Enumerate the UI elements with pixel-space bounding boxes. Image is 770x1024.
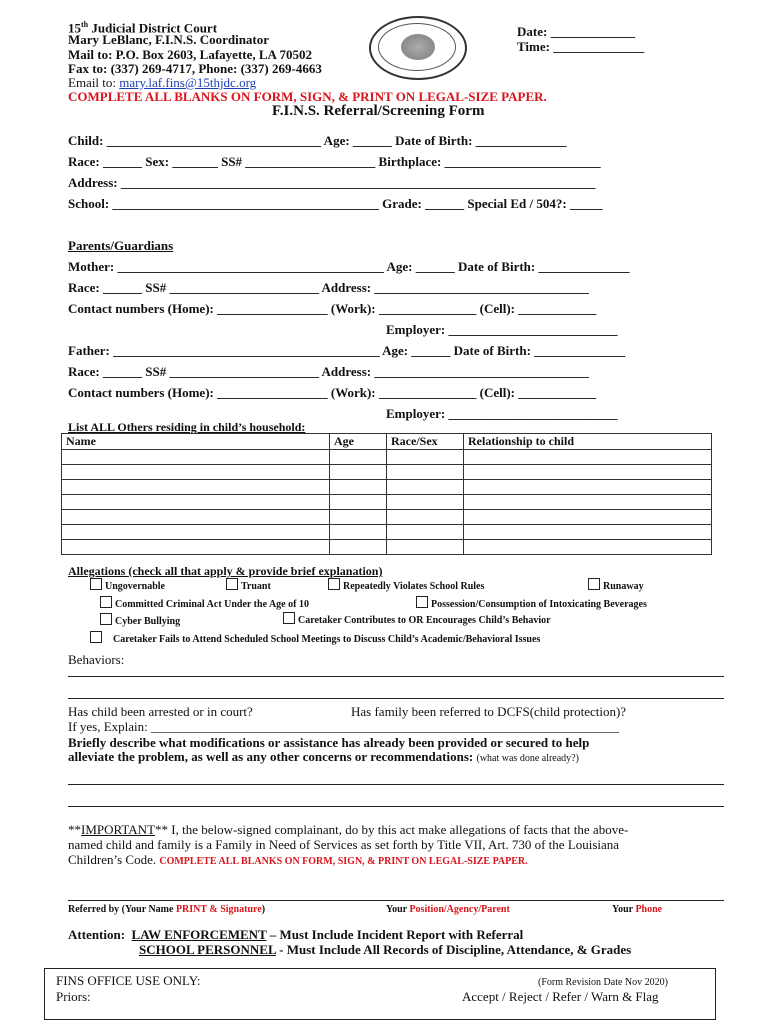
child-row-3[interactable]: Address: _________________________________________________________________________ [68, 175, 596, 190]
table-row[interactable] [62, 540, 712, 555]
check-caretaker-fails[interactable]: Caretaker Fails to Attend Scheduled School Meetings to Discuss Child’s Academic/Behavioral Issues [90, 631, 540, 645]
check-runaway[interactable]: Runaway [588, 578, 644, 592]
checkbox-icon[interactable] [100, 613, 112, 625]
signature-line[interactable] [68, 900, 724, 901]
checkbox-icon[interactable] [100, 596, 112, 608]
phone-label: Your Phone [612, 904, 663, 915]
describe-line-2: alleviate the problem, as well as any other concerns or recommendations: (what was done already?) [68, 749, 579, 764]
check-caretaker-contributes[interactable]: Caretaker Contributes to OR Encourages Child’s Behavior [283, 612, 551, 626]
father-employer[interactable]: Employer: __________________________ [386, 406, 618, 421]
checkbox-icon[interactable] [90, 578, 102, 590]
describe-line-1: Briefly describe what modifications or assistance has already been provided or secured to help [68, 735, 590, 750]
office-use-title: FINS OFFICE USE ONLY: [56, 973, 201, 988]
dcfs-question: Has family been referred to DCFS(child protection)? [351, 704, 627, 719]
important-line-3: Children’s Code. COMPLETE ALL BLANKS ON FORM, SIGN, & PRINT ON LEGAL-SIZE PAPER. [68, 852, 528, 867]
date-field[interactable]: Date: _____________ [517, 24, 636, 39]
household-table [61, 433, 712, 555]
table-row[interactable] [62, 480, 712, 495]
fax-phone: Fax to: (337) 269-4717, Phone: (337) 269-4663 [68, 61, 322, 76]
checkbox-icon[interactable] [588, 578, 600, 590]
checkbox-icon[interactable] [416, 596, 428, 608]
office-actions[interactable]: Accept / Reject / Refer / Warn & Flag [462, 989, 659, 1004]
mail-address: Mail to: P.O. Box 2603, Lafayette, LA 70502 [68, 47, 312, 62]
mother-row-2[interactable]: Race: ______ SS# _______________________ Address: _________________________________ [68, 280, 589, 295]
court-seal-icon [369, 16, 467, 80]
col-age: Age [330, 434, 387, 450]
household-heading: List ALL Others residing in child’s household: [68, 420, 306, 434]
email-link[interactable]: mary.laf.fins@15thjdc.org [119, 75, 257, 90]
describe-line[interactable] [68, 784, 724, 785]
behaviors-line[interactable] [68, 698, 724, 699]
child-row-1[interactable]: Child: _________________________________ Age: ______ Date of Birth: ______________ [68, 133, 567, 148]
check-ungovernable[interactable]: Ungovernable [90, 578, 165, 592]
important-line-1: **IMPORTANT** I, the below-signed complainant, do by this act make allegations of facts that the above- [68, 822, 629, 837]
notice-top: COMPLETE ALL BLANKS ON FORM, SIGN, & PRINT ON LEGAL-SIZE PAPER. [68, 89, 547, 104]
checkbox-icon[interactable] [226, 578, 238, 590]
time-field[interactable]: Time: ______________ [517, 39, 645, 54]
col-race-sex: Race/Sex [387, 434, 464, 450]
check-intoxicating[interactable]: Possession/Consumption of Intoxicating Beverages [416, 596, 647, 610]
mother-row-1[interactable]: Mother: _________________________________________ Age: ______ Date of Birth: ______________ [68, 259, 630, 274]
describe-line[interactable] [68, 806, 724, 807]
check-school-rules[interactable]: Repeatedly Violates School Rules [328, 578, 484, 592]
table-row[interactable] [62, 465, 712, 480]
court-name: 15th Judicial District Court [68, 20, 218, 36]
father-row-3[interactable]: Contact numbers (Home): _________________ (Work): _______________ (Cell): ____________ [68, 385, 597, 400]
table-row[interactable] [62, 525, 712, 540]
table-row[interactable] [62, 510, 712, 525]
referred-by-label: Referred by (Your Name PRINT & Signature) [68, 904, 266, 915]
child-row-2[interactable]: Race: ______ Sex: _______ SS# ____________________ Birthplace: ________________________ [68, 154, 601, 169]
table-header-row [62, 434, 712, 450]
allegations-heading: Allegations (check all that apply & provide brief explanation) [68, 564, 383, 578]
coordinator: Mary LeBlanc, F.I.N.S. Coordinator [68, 32, 270, 47]
child-row-4[interactable]: School: _________________________________________ Grade: ______ Special Ed / 504?: _____ [68, 196, 603, 211]
attention-school-personnel: SCHOOL PERSONNEL - Must Include All Records of Discipline, Attendance, & Grades [139, 942, 632, 957]
form-revision: (Form Revision Date Nov 2020) [538, 977, 668, 988]
check-cyber-bullying[interactable]: Cyber Bullying [100, 613, 180, 627]
mother-row-3[interactable]: Contact numbers (Home): _________________ (Work): _______________ (Cell): ____________ [68, 301, 597, 316]
attention-law-enforcement: Attention: LAW ENFORCEMENT – Must Include Incident Report with Referral [68, 927, 524, 942]
check-truant[interactable]: Truant [226, 578, 271, 592]
checkbox-icon[interactable] [328, 578, 340, 590]
arrested-question: Has child been arrested or in court? [68, 704, 253, 719]
behaviors-label: Behaviors: [68, 652, 125, 667]
behaviors-line[interactable] [68, 676, 724, 677]
if-yes-explain[interactable]: If yes, Explain: ________________________________________________________________________ [68, 719, 620, 734]
check-criminal-act[interactable]: Committed Criminal Act Under the Age of 10 [100, 596, 309, 610]
col-relationship: Relationship to child [464, 434, 712, 450]
priors-label: Priors: [56, 989, 91, 1004]
father-row-2[interactable]: Race: ______ SS# _______________________ Address: _________________________________ [68, 364, 589, 379]
position-label: Your Position/Agency/Parent [386, 904, 510, 915]
important-line-2: named child and family is a Family in Need of Services as set forth by Title VII, Art. 730 of the Louisiana [68, 837, 620, 852]
father-row-1[interactable]: Father: _________________________________________ Age: ______ Date of Birth: ______________ [68, 343, 626, 358]
mother-employer[interactable]: Employer: __________________________ [386, 322, 618, 337]
col-name: Name [62, 434, 330, 450]
table-row[interactable] [62, 495, 712, 510]
parents-heading: Parents/Guardians [68, 238, 174, 253]
checkbox-icon[interactable] [90, 631, 102, 643]
form-title: F.I.N.S. Referral/Screening Form [272, 103, 485, 119]
checkbox-icon[interactable] [283, 612, 295, 624]
email-line: Email to: mary.laf.fins@15thjdc.org [68, 75, 257, 90]
table-row[interactable] [62, 450, 712, 465]
